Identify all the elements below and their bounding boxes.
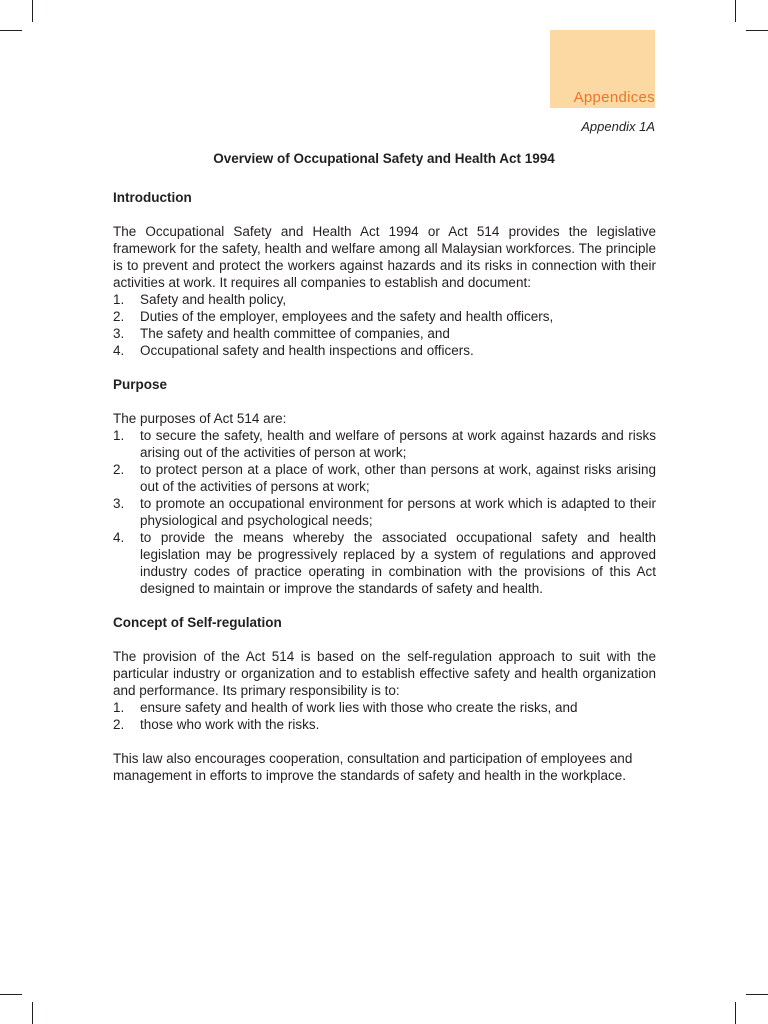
crop-mark-bottom-left-horizontal (0, 994, 22, 995)
list-item-number: 3. (113, 496, 125, 511)
list-item-number: 2. (113, 309, 125, 324)
self-regulation-paragraph: The provision of the Act 514 is based on the self-regulation approach to suit with the particular industry or organization and to establish effective safety and health organization and performance. Its primary responsibility is to: (113, 649, 656, 698)
list-item-number: 4. (113, 530, 125, 545)
crop-mark-bottom-right-horizontal (746, 994, 768, 995)
list-item (113, 325, 656, 342)
list-item-text: to protect person at a place of work, other than persons at work, against risks arising out of the activities of persons at work; (140, 462, 656, 494)
appendix-id: Appendix 1A (581, 119, 655, 134)
purpose-heading: Purpose (113, 377, 168, 392)
list-item (113, 308, 656, 325)
list-item-number: 1. (113, 428, 125, 443)
list-item-text: to secure the safety, health and welfare of persons at work against hazards and risks arising out of the activities of person at work; (140, 428, 656, 460)
list-item-number: 2. (113, 462, 125, 477)
list-item (113, 427, 656, 461)
self-regulation-section (113, 614, 656, 784)
introduction-paragraph: The Occupational Safety and Health Act 1994 or Act 514 provides the legislative framework for the safety, health and welfare among all Malaysian workforces. The principle is to prevent and protect the workers against hazards and its risks in connection with their activities at work. It requires all companies to establish and document: (113, 224, 656, 290)
section-tab (550, 30, 655, 108)
section-tab-label: Appendices (573, 89, 655, 106)
introduction-heading: Introduction (113, 190, 192, 205)
list-item (113, 461, 656, 495)
crop-mark-bottom-left-vertical (32, 1002, 33, 1024)
self-regulation-closing: This law also encourages cooperation, consultation and participation of employees and management in efforts to improve the standards of safety and health in the workplace. (113, 751, 633, 783)
list-item (113, 716, 656, 733)
list-item-text: those who work with the risks. (140, 717, 320, 732)
purpose-section (113, 376, 656, 597)
list-item-text: Duties of the employer, employees and the safety and health officers, (140, 309, 554, 324)
introduction-section (113, 189, 656, 359)
crop-mark-bottom-right-vertical (735, 1002, 736, 1024)
list-item (113, 342, 656, 359)
list-item (113, 529, 656, 597)
purpose-list (113, 427, 656, 597)
list-item (113, 291, 656, 308)
list-item-number: 4. (113, 343, 125, 358)
self-regulation-heading: Concept of Self-regulation (113, 615, 282, 630)
list-item (113, 699, 656, 716)
list-item-number: 3. (113, 326, 125, 341)
self-regulation-list (113, 699, 656, 733)
page-title: Overview of Occupational Safety and Health Act 1994 (213, 151, 555, 166)
list-item-number: 2. (113, 717, 125, 732)
document-body (113, 189, 656, 784)
purpose-lead: The purposes of Act 514 are: (113, 411, 287, 426)
list-item-text: to provide the means whereby the associated occupational safety and health legislation may be progressively replaced by a system of regulations and approved industry codes of practice operating in combination with the provisions of this Act designed to maintain or improve the standards of safety and health. (140, 530, 656, 596)
crop-mark-top-right-horizontal (746, 30, 768, 31)
list-item-text: Occupational safety and health inspections and officers. (140, 343, 474, 358)
list-item-text: to promote an occupational environment for persons at work which is adapted to their physiological and psychological needs; (140, 496, 656, 528)
crop-mark-top-left-vertical (32, 0, 33, 22)
list-item-number: 1. (113, 292, 125, 307)
list-item-number: 1. (113, 700, 125, 715)
crop-mark-top-left-horizontal (0, 30, 22, 31)
crop-mark-top-right-vertical (735, 0, 736, 22)
list-item-text: The safety and health committee of companies, and (140, 326, 450, 341)
introduction-list (113, 291, 656, 359)
list-item (113, 495, 656, 529)
list-item-text: ensure safety and health of work lies with those who create the risks, and (140, 700, 578, 715)
list-item-text: Safety and health policy, (140, 292, 287, 307)
